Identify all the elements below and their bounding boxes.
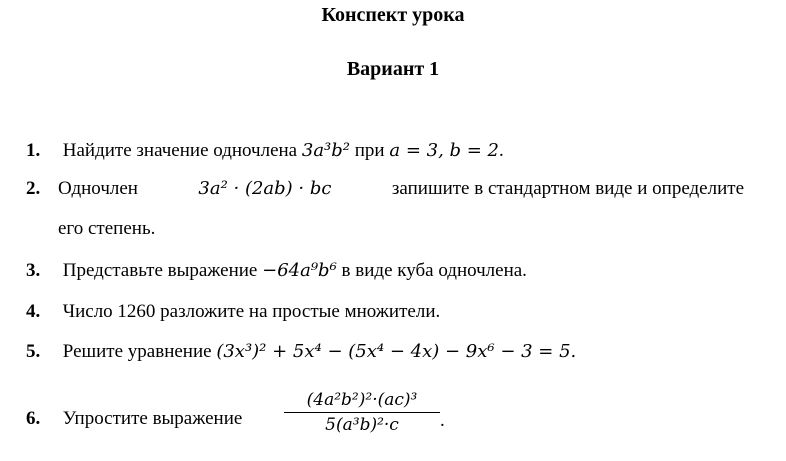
task-expression: 3a² · (2ab) · bc [198,178,332,199]
task-text: Найдите значение одночлена [62,140,302,161]
fraction-numerator: (4a²b²)²·(ac)³ [306,390,418,410]
task-text: в виде куба одночлена. [341,260,527,281]
task-5 [26,341,576,363]
task-text: при [354,140,390,161]
task-text: Представьте выражение [62,260,263,281]
task-expression: (3x³)² + 5x⁴ − (5x⁴ − 4x) − 9x⁶ − 3 = 5. [216,341,577,362]
task-number: 4. [26,301,41,322]
task-3 [26,260,527,282]
task-text: запишите в стандартном виде и определите [391,178,744,199]
task-values: a = 3, b = 2 [389,140,500,161]
task-1 [26,140,504,162]
variant-heading: Вариант 1 [346,58,440,80]
task-text: Одночлен [58,178,138,199]
task-4 [26,301,440,323]
task-expression: −64a⁹b⁶ [262,260,337,281]
task-punctuation: . [440,410,445,431]
task-expression: 3a³b² [301,140,351,161]
document-title: Конспект урока [321,4,465,26]
task-number: 5. [26,341,41,362]
task-number: 6. [26,408,41,429]
task-punctuation: . [499,140,504,161]
fraction-expression [284,390,440,435]
task-text: Число 1260 разложите на простые множители. [62,301,441,322]
fraction-denominator: 5(a³b)²·c [325,415,399,435]
task-2-continuation: его степень. [58,218,156,239]
task-number: 1. [26,140,41,161]
task-text: Решите уравнение [62,341,217,362]
task-number: 2. [26,178,41,199]
task-number: 3. [26,260,41,281]
task-text: Упростите выражение [62,408,243,429]
task-6 [26,408,242,430]
task-2 [26,178,776,200]
